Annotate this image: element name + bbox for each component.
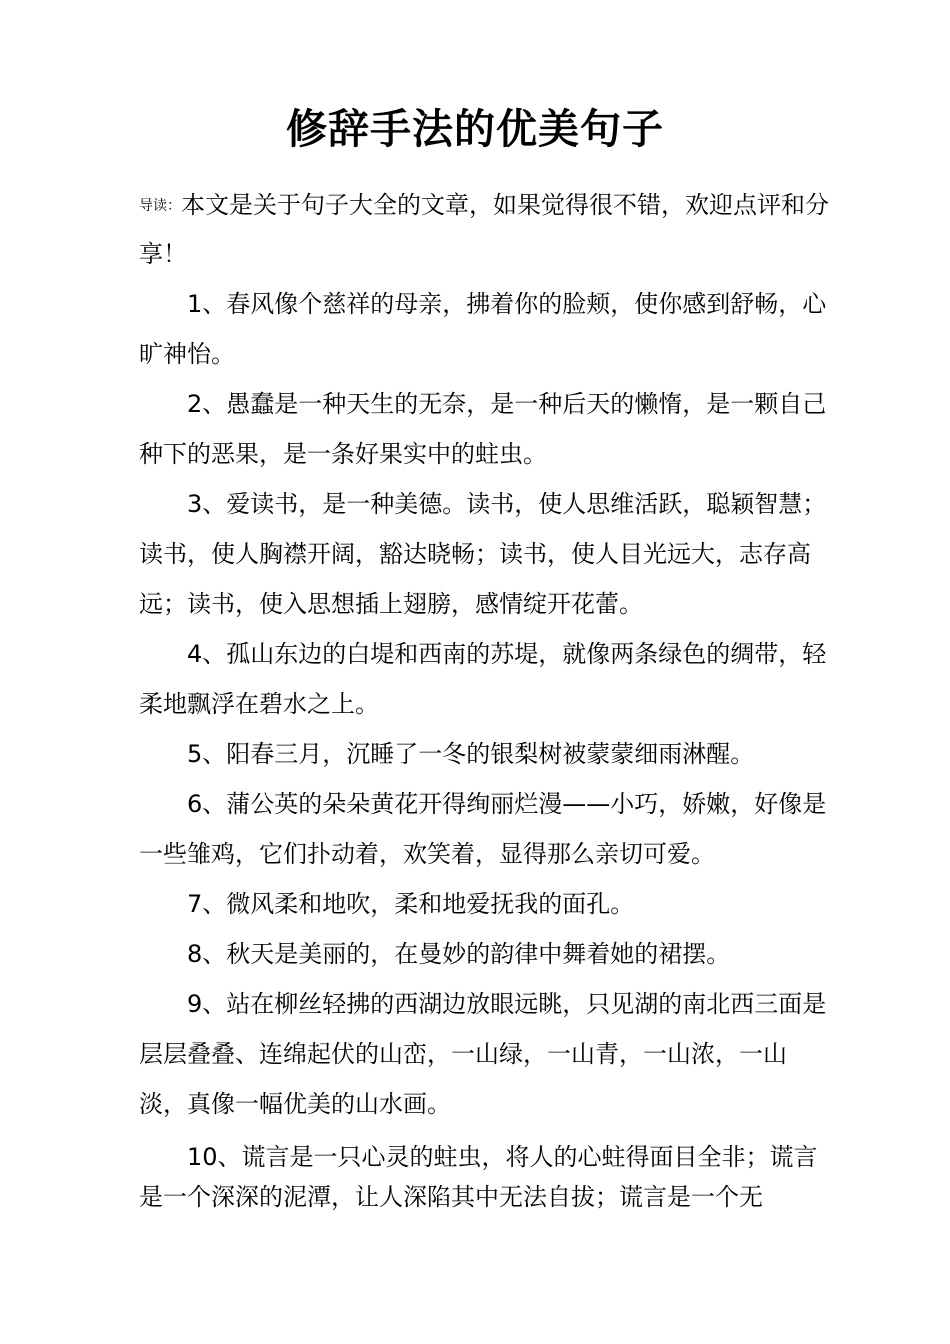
sentence-1: 1、春风像个慈祥的母亲，拂着你的脸颊，使你感到舒畅，心旷神怡。 [139, 290, 827, 368]
intro-text: 本文是关于句子大全的文章，如果觉得很不错，欢迎点评和分享！ [139, 191, 829, 268]
intro-label: 导读： [139, 198, 181, 214]
sentence-2: 2、愚蠢是一种天生的无奈，是一种后天的懒惰，是一颗自己种下的恶果，是一条好果实中的蛀虫。 [139, 390, 827, 468]
sentence-7: 7、微风柔和地吹，柔和地爱抚我的面孔。 [187, 890, 635, 918]
body-text [139, 279, 829, 1217]
sentence-4: 4、孤山东边的白堤和西南的苏堤，就像两条绿色的绸带，轻柔地飘浮在碧水之上。 [139, 640, 827, 718]
sentence-5: 5、阳春三月，沉睡了一冬的银梨树被蒙蒙细雨淋醒。 [187, 740, 755, 768]
sentence-3: 3、爱读书，是一种美德。读书，使人思维活跃，聪颖智慧；读书，使人胸襟开阔，豁达晓畅；读书，使人目光远大，志存高远；读书，使入思想插上翅膀，感情绽开花蕾。 [139, 490, 827, 618]
sentence-8: 8、秋天是美丽的，在曼妙的韵律中舞着她的裙摆。 [187, 940, 731, 968]
sentence-6: 6、蒲公英的朵朵黄花开得绚丽烂漫——小巧，娇嫩，好像是一些雏鸡，它们扑动着，欢笑着，显得那么亲切可爱。 [139, 790, 827, 868]
sentence-10: 10、谎言是一只心灵的蛀虫，将人的心蛀得面目全非；谎言是一个深深的泥潭，让人深陷其中无法自拔；谎言是一个无 [139, 1143, 818, 1211]
intro-paragraph [139, 181, 829, 278]
page-title: 修辞手法的优美句子 [286, 105, 664, 153]
sentence-9: 9、站在柳丝轻拂的西湖边放眼远眺，只见湖的南北西三面是层层叠叠、连绵起伏的山峦，一山绿，一山青，一山浓，一山淡，真像一幅优美的山水画。 [139, 990, 827, 1118]
